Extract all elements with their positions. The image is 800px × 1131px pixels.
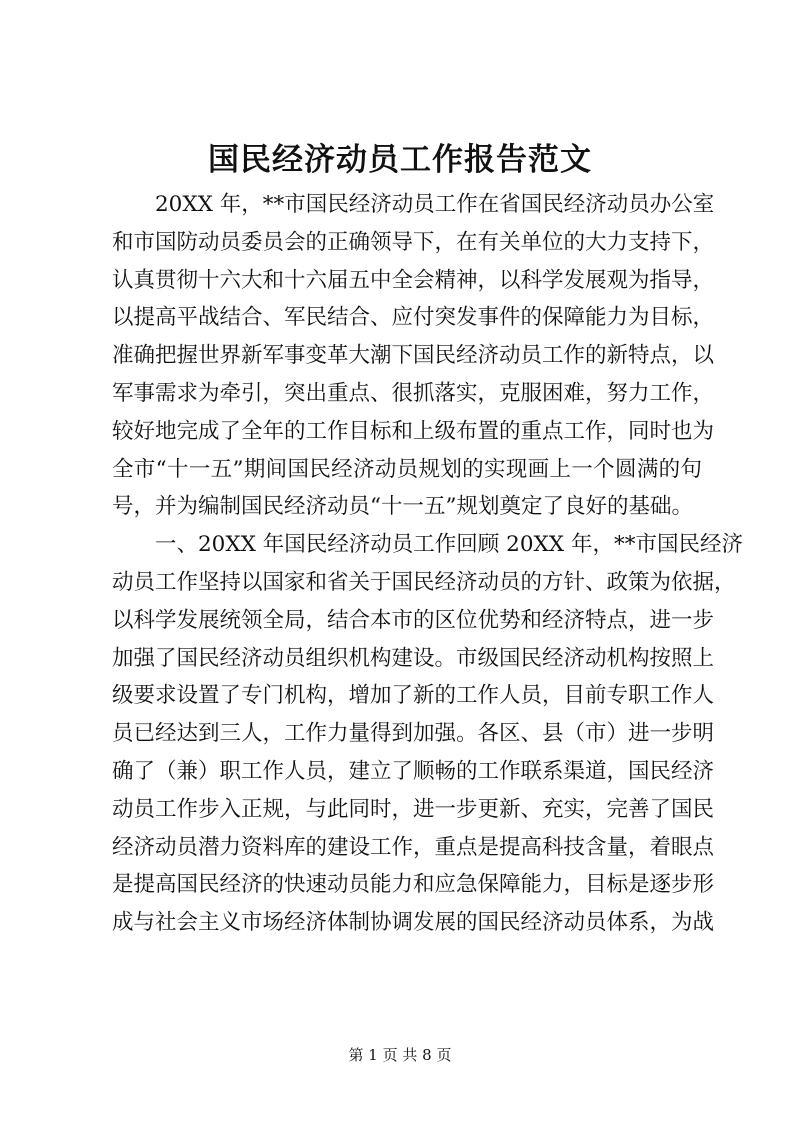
text-line: 是提高国民经济的快速动员能力和应急保障能力，目标是逐步形	[112, 872, 715, 898]
text-line: 号，并为编制国民经济动员“十一五”规划奠定了良好的基础。	[112, 494, 693, 520]
text-line: 经济动员潜力资料库的建设工作，重点是提高科技含量，着眼点	[112, 834, 715, 860]
text-line: 和市国防动员委员会的正确领导下，在有关单位的大力支持下，	[112, 229, 715, 255]
text-line: 以科学发展统领全局，结合本市的区位优势和经济特点，进一步	[112, 607, 715, 633]
text-line: 20XX 年，**市国民经济动员工作在省国民经济动员办公室	[155, 192, 715, 217]
text-line: 较好地完成了全年的工作目标和上级布置的重点工作，同时也为	[112, 418, 715, 444]
text-line: 一、20XX 年国民经济动员工作回顾 20XX 年，**市国民经济	[155, 532, 743, 558]
text-line: 军事需求为牵引，突出重点、很抓落实，克服困难，努力工作，	[112, 380, 715, 406]
text-line: 动员工作步入正规，与此同时，进一步更新、充实，完善了国民	[112, 796, 715, 822]
text-line: 成与社会主义市场经济体制协调发展的国民经济动员体系，为战	[112, 910, 715, 936]
page-footer: 第 1 页 共 8 页	[348, 1046, 452, 1064]
text-line: 级要求设置了专门机构，增加了新的工作人员，目前专职工作人	[112, 683, 715, 709]
text-line: 全市“十一五”期间国民经济动员规划的实现画上一个圆满的句	[112, 456, 702, 482]
document-title: 国民经济动员工作报告范文	[208, 142, 592, 178]
document-body	[112, 186, 743, 942]
text-line: 加强了国民经济动员组织机构建设。市级国民经济动机构按照上	[112, 645, 715, 671]
text-line: 动员工作坚持以国家和省关于国民经济动员的方针、政策为依据，	[112, 569, 736, 595]
text-line: 认真贯彻十六大和十六届五中全会精神，以科学发展观为指导，	[112, 267, 715, 293]
text-line: 准确把握世界新军事变革大潮下国民经济动员工作的新特点，以	[112, 343, 715, 369]
text-line: 以提高平战结合、军民结合、应付突发事件的保障能力为目标，	[112, 305, 715, 331]
text-line: 确了（兼）职工作人员，建立了顺畅的工作联系渠道，国民经济	[112, 758, 715, 784]
text-line: 员已经达到三人，工作力量得到加强。各区、县（市）进一步明	[112, 721, 715, 747]
